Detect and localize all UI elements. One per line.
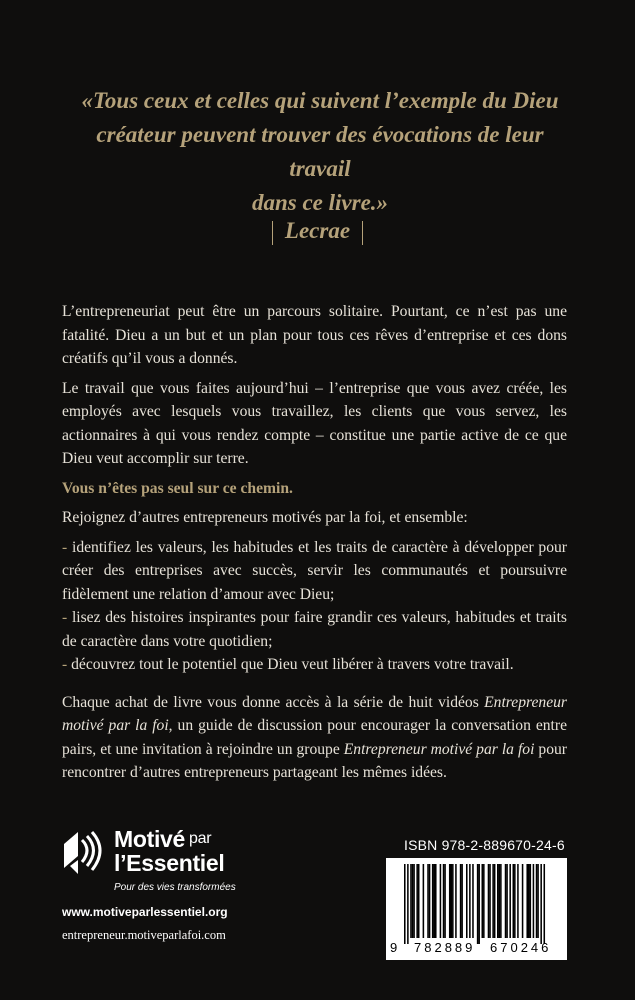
barcode-bar [540, 864, 542, 944]
barcode-bar [452, 864, 454, 938]
barcode-bar [443, 864, 445, 938]
book-website-link[interactable]: entrepreneur.motiveparlafoi.com [62, 928, 226, 942]
barcode-bar [407, 864, 409, 944]
barcode-bar [460, 864, 462, 938]
barcode-bar [466, 864, 468, 938]
divider-right [362, 221, 363, 245]
barcode-bar [522, 864, 524, 938]
barcode-bar [505, 864, 507, 938]
publisher-tagline: Pour des vies transformées [114, 882, 236, 893]
intro-line: Rejoignez d’autres entrepreneurs motivés par la foi, et ensemble: [62, 509, 468, 526]
bullet-2 [62, 606, 567, 653]
quote-line-1: «Tous ceux et celles qui suivent l’exemple du Dieu [81, 88, 559, 113]
quote-line-3: dans ce livre.» [251, 190, 389, 215]
barcode-bar [494, 864, 496, 938]
bullet-dash: - [62, 609, 68, 626]
barcode-bar [440, 864, 442, 938]
barcode-bar [497, 864, 499, 938]
publisher-logo [62, 826, 312, 906]
closing-paragraph [62, 691, 567, 785]
barcode-digits-right: 670246 [490, 940, 552, 955]
isbn-barcode [386, 858, 567, 960]
barcode-digits-left: 782889 [414, 940, 476, 955]
barcode-bar [513, 864, 515, 938]
publisher-website-link[interactable]: www.motiveparlessentiel.org [62, 905, 228, 919]
publisher-emblem-icon [62, 830, 108, 876]
barcode-bar [410, 864, 412, 938]
bullet-dash: - [62, 538, 68, 556]
barcode-bar [514, 864, 516, 938]
closing-text-2: , un guide de discussion pour encourager la conversation entre pairs, et une invitation à rejoindre un groupe [62, 717, 567, 758]
barcode-bar [416, 864, 418, 938]
barcode-bar [432, 864, 434, 938]
barcode-bar [544, 864, 546, 944]
bullet-dash: - [62, 656, 68, 673]
bullet-text: lisez des histoires inspirantes pour faire grandir ces valeurs, habitudes et traits de caractère dans votre quotidien; [62, 609, 567, 650]
barcode-bar [492, 864, 494, 938]
barcode-bar [499, 864, 501, 938]
barcode-bar [469, 864, 471, 938]
barcode-bar [427, 864, 429, 938]
barcode-bar [477, 864, 479, 944]
barcode-bar [506, 864, 508, 938]
divider-left [272, 221, 273, 245]
barcode-bar [509, 864, 511, 938]
blurb [62, 300, 567, 785]
barcode-bar [451, 864, 453, 938]
bullet-text: identifiez les valeurs, les habitudes et les traits de caractère à développer pour créer des entreprises avec succès, servir les communautés et poursuivre fidèlement une relation d’amour avec Dieu; [62, 538, 567, 603]
barcode-bar [478, 864, 480, 944]
barcode-bar [526, 864, 528, 938]
barcode-bar [404, 864, 406, 944]
barcode-bar [418, 864, 420, 938]
paragraph-2: Le travail que vous faites aujourd’hui – l’entreprise que vous avez créée, les employés avec lesquels vous travaillez, les clients que vous servez, les actionnaires à qui vous rendez compte – constitue une partie active de ce que Dieu veut accomplir sur terre. [62, 379, 567, 467]
closing-italic-2: Entrepreneur motivé par la foi [343, 740, 535, 758]
barcode-bar [536, 864, 538, 938]
publisher-name-line-1 [114, 826, 211, 853]
barcode-bar [449, 864, 451, 938]
publisher-name-motive: Motivé [114, 826, 186, 852]
isbn-label: ISBN 978-2-889670-24-6 [404, 837, 565, 853]
barcode-bar [482, 864, 484, 938]
barcode-bar [472, 864, 474, 938]
barcode-bar [500, 864, 502, 938]
barcode-bar [433, 864, 435, 938]
publisher-name-par: par [189, 830, 212, 847]
barcode-bar [413, 864, 415, 938]
barcode-bar [528, 864, 530, 938]
barcode-bar [429, 864, 431, 938]
closing-italic-1: Entrepreneur motivé par la foi [62, 693, 567, 734]
barcode-bar [483, 864, 485, 938]
closing-text-1: Chaque achat de livre vous donne accès à la série de huit vidéos [62, 693, 485, 711]
barcode-bar [530, 864, 532, 938]
endorsement-quote [70, 84, 570, 220]
quote-attribution [0, 218, 635, 245]
highlight-line: Vous n’êtes pas seul sur ce chemin. [62, 479, 293, 497]
barcode-bar [423, 864, 425, 938]
bullet-1 [62, 536, 567, 607]
barcode-bar [517, 864, 519, 938]
barcode-digit-first: 9 [390, 940, 398, 955]
attribution-name: Lecrae [284, 218, 351, 243]
closing-text-3: pour rencontrer d’autres entrepreneurs partageant les mêmes idées. [62, 740, 567, 781]
barcode-bar [444, 864, 446, 938]
bullet-3 [62, 653, 567, 677]
quote-line-2: créateur peuvent trouver des évocations de leur travail [96, 122, 544, 181]
publisher-name-line-2: l’Essentiel [114, 850, 225, 876]
barcode-digits [386, 940, 567, 958]
barcode-bar [537, 864, 539, 938]
barcode-bar [533, 864, 535, 938]
barcode-bar [412, 864, 414, 938]
barcode-bar [435, 864, 437, 938]
barcode-bar [488, 864, 490, 938]
barcode-bar [461, 864, 463, 938]
barcode-bar [489, 864, 491, 938]
paragraph-1: L’entrepreneuriat peut être un parcours solitaire. Pourtant, ce n’est pas une fatalité. Dieu a un but et un plan pour tous ces rêves d’entreprise et ces dons créatifs qu’il vous a donnés. [62, 303, 567, 367]
barcode-bar [455, 864, 457, 938]
bullet-text: découvrez tout le potentiel que Dieu veut libérer à travers votre travail. [71, 656, 514, 673]
